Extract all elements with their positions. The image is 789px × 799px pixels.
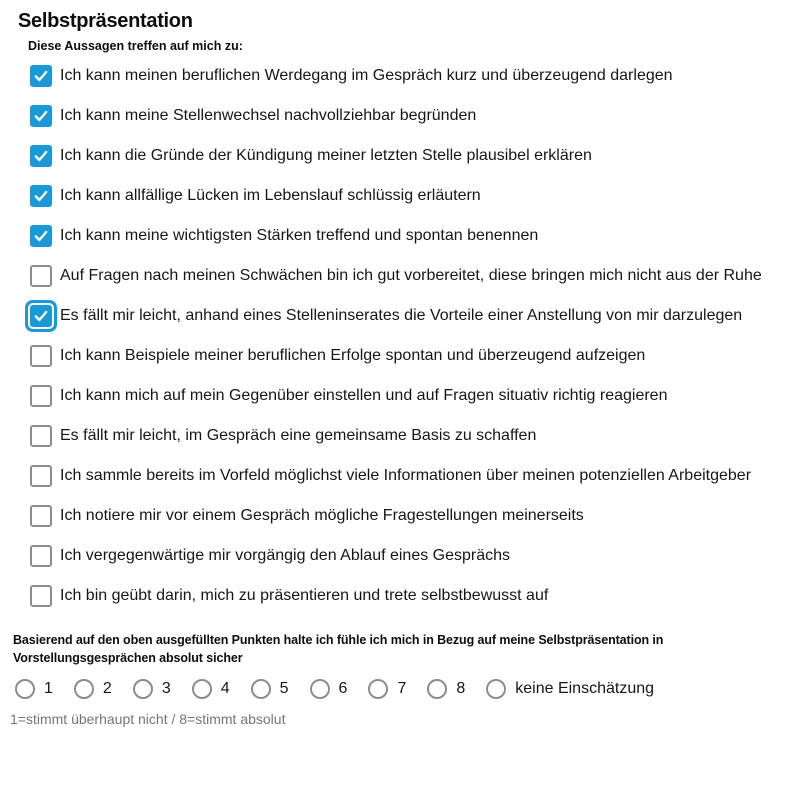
check-icon: [33, 188, 49, 204]
statement-label: Ich kann mich auf mein Gegenüber einstellen und auf Fragen situativ richtig reagieren: [60, 387, 668, 404]
rating-option: [192, 679, 230, 699]
statement-label: Es fällt mir leicht, anhand eines Stelleninserates die Vorteile einer Anstellung von mir darzulegen: [60, 307, 743, 324]
rating-option: [74, 679, 112, 699]
statement-label: Ich kann allfällige Lücken im Lebenslauf schlüssig erläutern: [60, 187, 481, 204]
checkbox-row: [30, 103, 789, 129]
statement-label: Ich kann meine wichtigsten Stärken treffend und spontan benennen: [60, 227, 539, 244]
checkbox-row: [30, 583, 789, 609]
checkbox-row: [30, 183, 789, 209]
rating-radio[interactable]: [486, 679, 506, 699]
rating-option-label: 5: [279, 680, 289, 697]
check-icon: [33, 68, 49, 84]
checkbox-row: [30, 263, 789, 289]
rating-option: [310, 679, 348, 699]
checkbox-row: [30, 143, 789, 169]
checkbox-row: [30, 543, 789, 569]
rating-option-label: 3: [161, 680, 171, 697]
statements-checkbox-list: [30, 63, 789, 609]
rating-radio[interactable]: [15, 679, 35, 699]
scale-hint: 1=stimmt überhaupt nicht / 8=stimmt absolut: [10, 711, 286, 727]
rating-radio[interactable]: [251, 679, 271, 699]
statement-checkbox[interactable]: [30, 505, 52, 527]
checkbox-row: [30, 63, 789, 89]
statement-checkbox[interactable]: [30, 105, 52, 127]
check-icon: [33, 308, 49, 324]
page-title: Selbstpräsentation: [18, 10, 193, 32]
statement-label: Ich notiere mir vor einem Gespräch mögliche Fragestellungen meinerseits: [60, 507, 584, 524]
rating-option: [251, 679, 289, 699]
checkbox-row: [30, 343, 789, 369]
rating-option-label: keine Einschätzung: [515, 680, 655, 697]
statement-label: Ich kann die Gründe der Kündigung meiner letzten Stelle plausibel erklären: [60, 147, 592, 164]
rating-option-label: 1: [44, 680, 53, 697]
statement-label: Ich kann meine Stellenwechsel nachvollziehbar begründen: [60, 107, 477, 124]
rating-radio-group: [15, 679, 789, 699]
check-icon: [33, 108, 49, 124]
rating-option: [486, 679, 654, 699]
statement-label: Ich sammle bereits im Vorfeld möglichst viele Informationen über meinen potenziellen Arbeitgeber: [60, 467, 752, 484]
statement-checkbox[interactable]: [30, 185, 52, 207]
checkbox-row: [30, 223, 789, 249]
statements-instruction: Diese Aussagen treffen auf mich zu:: [28, 39, 243, 53]
rating-option: [15, 679, 53, 699]
rating-option-label: 2: [102, 680, 112, 697]
checkbox-row: [30, 463, 789, 489]
rating-option: [427, 679, 465, 699]
statement-checkbox[interactable]: [30, 305, 52, 327]
statement-checkbox[interactable]: [30, 345, 52, 367]
statement-checkbox[interactable]: [30, 585, 52, 607]
check-icon: [33, 228, 49, 244]
statement-label: Auf Fragen nach meinen Schwächen bin ich gut vorbereitet, diese bringen mich nicht aus der Ruhe: [60, 267, 762, 284]
checkbox-row: [30, 383, 789, 409]
rating-radio[interactable]: [310, 679, 330, 699]
rating-option-label: 6: [338, 680, 348, 697]
statement-checkbox[interactable]: [30, 465, 52, 487]
rating-radio[interactable]: [192, 679, 212, 699]
rating-radio[interactable]: [427, 679, 447, 699]
rating-option-label: 8: [456, 680, 466, 697]
statement-label: Ich bin geübt darin, mich zu präsentieren und trete selbstbewusst auf: [60, 587, 549, 604]
statement-label: Ich kann meinen beruflichen Werdegang im Gespräch kurz und überzeugend darlegen: [60, 67, 673, 84]
rating-option: [368, 679, 406, 699]
rating-radio[interactable]: [133, 679, 153, 699]
rating-option: [133, 679, 171, 699]
rating-option-label: 4: [220, 680, 230, 697]
statement-label: Es fällt mir leicht, im Gespräch eine gemeinsame Basis zu schaffen: [60, 427, 537, 444]
checkbox-row: [30, 503, 789, 529]
statement-label: Ich vergegenwärtige mir vorgängig den Ablauf eines Gesprächs: [60, 547, 511, 564]
statement-checkbox[interactable]: [30, 545, 52, 567]
rating-option-label: 7: [397, 680, 407, 697]
rating-radio[interactable]: [74, 679, 94, 699]
checkbox-row: [30, 423, 789, 449]
statement-checkbox[interactable]: [30, 265, 52, 287]
rating-question: Basierend auf den oben ausgefüllten Punkten halte ich fühle ich mich in Bezug auf meine Selbstpräsentation in Vorstellungsgesprächen absolut sicher: [13, 633, 664, 665]
check-icon: [33, 148, 49, 164]
checkbox-row: [30, 303, 789, 329]
statement-checkbox[interactable]: [30, 225, 52, 247]
rating-radio[interactable]: [368, 679, 388, 699]
statement-checkbox[interactable]: [30, 425, 52, 447]
statement-label: Ich kann Beispiele meiner beruflichen Erfolge spontan und überzeugend aufzeigen: [60, 347, 646, 364]
statement-checkbox[interactable]: [30, 145, 52, 167]
statement-checkbox[interactable]: [30, 65, 52, 87]
statement-checkbox[interactable]: [30, 385, 52, 407]
